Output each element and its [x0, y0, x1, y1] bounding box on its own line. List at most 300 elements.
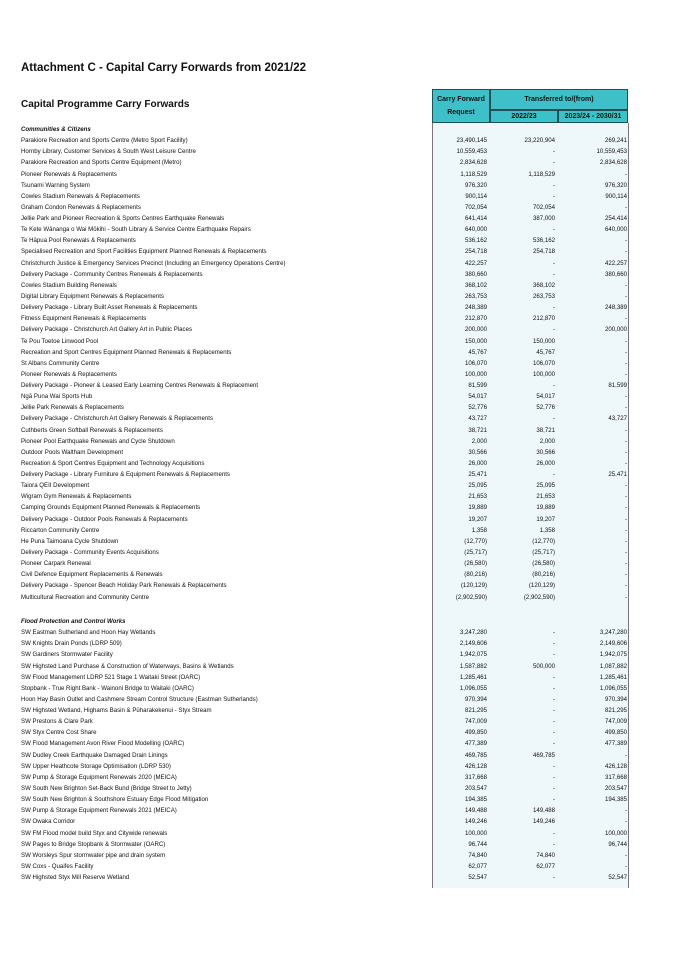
document-title: Attachment C - Capital Carry Forwards from 2021/22: [21, 62, 307, 74]
carry-forward-value: 747,009: [464, 718, 487, 726]
value-2022-23: -: [552, 415, 555, 423]
value-2022-23: 30,566: [536, 448, 555, 456]
table-row: [0, 270, 675, 281]
table-row: [0, 762, 675, 773]
carry-forward-value: 1,096,055: [459, 684, 487, 692]
project-name: Stopbank - True Right Bank - Wainoni Bridge to Waitaki (OARC): [21, 684, 194, 692]
value-2023-2031: 976,320: [604, 181, 627, 189]
project-name: SW Flood Management Avon River Flood Modelling (OARC): [21, 740, 185, 748]
project-name: Pioneer Renewals & Replacements: [21, 170, 117, 178]
year-2023-2031-label: 2023/24 - 2030/31: [564, 113, 622, 120]
carry-forward-value: 96,744: [468, 840, 487, 848]
value-2023-2031: 900,114: [605, 192, 627, 200]
project-name: Delivery Package - Christchurch Art Gallery Art in Public Places: [21, 326, 193, 334]
carry-forward-value: 976,320: [464, 181, 487, 189]
carry-forward-value: 149,488: [464, 807, 487, 815]
table-row: [0, 581, 675, 592]
value-2022-23: 263,753: [532, 292, 555, 300]
value-2022-23: -: [552, 718, 555, 726]
carry-forward-value: 203,547: [464, 784, 487, 792]
project-name: Wigram Gym Renewals & Replacements: [21, 493, 132, 501]
value-2022-23: (26,580): [532, 560, 555, 568]
table-row: [0, 203, 675, 214]
project-name: Pioneer Renewals & Replacements: [21, 370, 117, 378]
value-2023-2031: -: [624, 370, 627, 378]
project-name: Digital Library Equipment Renewals & Replacements: [21, 292, 164, 300]
value-2023-2031: -: [624, 448, 627, 456]
project-name: Delivery Package - Library Furniture & Equipment Renewals & Replacements: [21, 471, 230, 478]
carry-forward-value: 248,389: [464, 304, 487, 312]
value-2023-2031: 25,471: [608, 471, 627, 478]
value-2023-2031: -: [624, 248, 627, 256]
value-2022-23: 19,207: [536, 515, 555, 523]
carry-forward-value: 10,559,453: [456, 148, 487, 156]
carry-forward-value: 1,358: [471, 526, 487, 534]
section-label: Communities & Citizens: [21, 126, 91, 133]
value-2022-23: -: [552, 695, 555, 703]
value-2023-2031: 2,834,628: [599, 159, 627, 167]
project-name: Delivery Package - Community Centres Renewals & Replacements: [21, 270, 203, 278]
transferred-label: Transferred to/(from): [524, 96, 594, 103]
value-2023-2031: 499,850: [604, 729, 627, 737]
table-row: [0, 639, 675, 650]
project-name: SW Knights Drain Ponds (LDRP 509): [21, 640, 122, 648]
table-row: [0, 292, 675, 303]
value-2023-2031: -: [624, 504, 627, 512]
carry-forward-value: 100,000: [464, 829, 487, 837]
table-row: [0, 559, 675, 570]
table-row: [0, 448, 675, 459]
project-name: Hornby Library, Customer Services & South West Leisure Centre: [21, 148, 196, 156]
table-row: [0, 684, 675, 695]
value-2022-23: -: [552, 226, 555, 234]
value-2023-2031: -: [624, 359, 627, 367]
value-2023-2031: -: [624, 281, 627, 289]
project-name: Fitness Equipment Renewals & Replacements: [21, 315, 147, 323]
value-2023-2031: 200,000: [604, 326, 627, 334]
table-row: [0, 437, 675, 448]
carry-forward-value: 499,850: [464, 729, 487, 737]
value-2022-23: 702,054: [532, 203, 555, 211]
project-name: Delivery Package - Outdoor Pools Renewals & Replacements: [21, 515, 188, 523]
value-2022-23: 387,000: [532, 215, 555, 222]
project-name: Pioneer Carpark Renewal: [21, 560, 91, 568]
table-row: [0, 492, 675, 503]
table-row: [0, 470, 675, 481]
carry-forward-header: [432, 89, 490, 123]
project-name: SW Pump & Storage Equipment Renewals 2020 (MEICA): [21, 773, 177, 781]
value-2022-23: 106,070: [532, 359, 555, 367]
value-2022-23: 52,776: [536, 404, 555, 412]
project-name: SW South New Brighton Set-Back Bund (Bridge Street to Jetty): [21, 784, 192, 792]
value-2023-2031: -: [624, 437, 627, 445]
carry-forward-label: Carry Forward: [437, 96, 485, 103]
carry-forward-value: (26,580): [464, 560, 487, 568]
table-row: [0, 403, 675, 414]
carry-forward-value: 2,834,628: [459, 159, 487, 167]
table-row: [0, 214, 675, 225]
value-2022-23: -: [552, 773, 555, 781]
project-name: Cowles Stadium Building Renewals: [21, 281, 117, 289]
value-2023-2031: -: [624, 482, 627, 490]
project-name: Graham Condon Renewals & Replacements: [21, 203, 141, 211]
table-row: [0, 337, 675, 348]
table-row: [0, 392, 675, 403]
project-name: Specialised Recreation and Sport Facilities Equipment Planned Renewals & Replacements: [21, 248, 267, 256]
value-2023-2031: -: [624, 515, 627, 523]
value-2023-2031: 317,668: [604, 773, 627, 781]
carry-forward-value: 900,114: [465, 192, 487, 200]
table-row: [0, 706, 675, 717]
value-2022-23: -: [552, 304, 555, 312]
value-2022-23: 2,000: [539, 437, 555, 445]
project-name: Delivery Package - Community Events Acquisitions: [21, 548, 159, 556]
request-label: Request: [447, 109, 475, 116]
project-name: He Puna Taimoana Cycle Shutdown: [21, 537, 119, 545]
carry-forward-value: 254,718: [464, 248, 487, 256]
project-name: Jellie Park and Pioneer Recreation & Sports Centres Earthquake Renewals: [21, 215, 225, 222]
project-name: St Albans Community Centre: [21, 359, 100, 367]
carry-forward-value: 426,128: [464, 762, 487, 770]
value-2023-2031: 1,096,055: [599, 684, 627, 692]
table-row: [0, 426, 675, 437]
carry-forward-value: 21,653: [468, 493, 487, 501]
carry-forward-value: 100,000: [464, 370, 487, 378]
carry-forward-value: 469,785: [464, 751, 487, 759]
carry-forward-value: (120,129): [460, 582, 487, 590]
carry-forward-value: 3,247,280: [459, 629, 487, 637]
value-2022-23: 21,653: [536, 493, 555, 501]
table-row: [0, 348, 675, 359]
carry-forward-value: 970,394: [464, 695, 487, 703]
value-2022-23: 536,162: [532, 237, 555, 245]
table-row: [0, 225, 675, 236]
value-2022-23: 25,095: [536, 482, 555, 490]
project-name: Taiora QEII Development: [21, 482, 90, 490]
table-row: [0, 873, 675, 884]
carry-forward-value: 263,753: [464, 292, 487, 300]
table-row: [0, 303, 675, 314]
value-2023-2031: 81,599: [608, 382, 627, 389]
carry-forward-value: 25,095: [468, 482, 487, 490]
project-name: Recreation and Sport Centres Equipment Planned Renewals & Replacements: [21, 348, 232, 356]
table-row: [0, 773, 675, 784]
carry-forward-value: 477,389: [464, 740, 487, 748]
table-row: [0, 236, 675, 247]
table-row: [0, 751, 675, 762]
table-row: [0, 170, 675, 181]
value-2022-23: 368,102: [532, 281, 555, 289]
project-name: SW Owaka Corridor: [21, 818, 76, 826]
carry-forward-value: 317,668: [464, 773, 487, 781]
project-name: SW Pump & Storage Equipment Renewals 2021 (MEICA): [21, 807, 177, 815]
table-row: [0, 537, 675, 548]
table-row: [0, 840, 675, 851]
value-2022-23: -: [552, 148, 555, 156]
table-row: [0, 181, 675, 192]
value-2022-23: 54,017: [536, 393, 555, 401]
table-row: [0, 192, 675, 203]
value-2022-23: 45,767: [536, 348, 555, 356]
value-2023-2031: 1,087,882: [599, 662, 627, 670]
value-2023-2031: -: [624, 851, 627, 859]
value-2023-2031: 970,394: [604, 695, 627, 703]
value-2023-2031: -: [624, 337, 627, 345]
table-row: [0, 147, 675, 158]
project-name: Jellie Park Renewals & Replacements: [21, 404, 124, 412]
table-row: [0, 370, 675, 381]
value-2022-23: -: [552, 192, 555, 200]
value-2023-2031: -: [624, 526, 627, 534]
value-2023-2031: -: [624, 862, 627, 870]
carry-forward-value: (12,770): [464, 537, 487, 545]
project-name: Multicultural Recreation and Community Centre: [21, 593, 150, 601]
project-name: SW Eastman Sutherland and Hoon Hay Wetlands: [21, 629, 156, 637]
project-name: Civil Defence Equipment Replacements & Renewals: [21, 571, 163, 579]
value-2023-2031: -: [624, 560, 627, 568]
value-2022-23: -: [552, 382, 555, 389]
carry-forward-value: 422,257: [464, 259, 487, 267]
value-2022-23: (12,770): [532, 537, 555, 545]
value-2022-23: -: [552, 326, 555, 334]
value-2022-23: 212,870: [532, 315, 555, 323]
project-name: SW Pages to Bridge Stopbank & Stormwater (OARC): [21, 840, 166, 848]
value-2022-23: (25,717): [532, 548, 555, 556]
project-name: Delivery Package - Pioneer & Leased Early Learning Centres Renewals & Replacement: [21, 382, 259, 389]
value-2023-2031: 248,389: [604, 304, 627, 312]
project-name: Outdoor Pools Waltham Development: [21, 448, 124, 456]
table-row: [0, 662, 675, 673]
carry-forward-value: 150,000: [464, 337, 487, 345]
value-2023-2031: -: [624, 493, 627, 501]
value-2022-23: 500,000: [532, 662, 555, 670]
table-row: [0, 851, 675, 862]
carry-forward-value: 19,889: [468, 504, 487, 512]
value-2022-23: 74,840: [536, 851, 555, 859]
table-row: [0, 414, 675, 425]
carry-forward-value: 62,077: [468, 862, 487, 870]
carry-forward-value: 536,162: [464, 237, 487, 245]
carry-forward-value: 1,942,075: [459, 651, 487, 659]
value-2023-2031: 477,389: [604, 740, 627, 748]
project-name: Cowles Stadium Renewals & Replacements: [21, 192, 140, 200]
value-2022-23: (120,129): [528, 582, 555, 590]
value-2023-2031: -: [624, 170, 627, 178]
value-2023-2031: 422,257: [604, 259, 627, 267]
carry-forward-value: 2,000: [471, 437, 487, 445]
value-2022-23: 1,118,529: [528, 170, 555, 178]
project-name: Camping Grounds Equipment Planned Renewals & Replacements: [21, 504, 201, 512]
carry-forward-value: 45,767: [468, 348, 487, 356]
table-row: [0, 784, 675, 795]
value-2022-23: -: [552, 640, 555, 648]
section-label: Flood Protection and Control Works: [21, 618, 126, 625]
value-2022-23: -: [552, 159, 555, 167]
value-2022-23: (2,902,590): [523, 593, 555, 601]
project-name: Cuthberts Green Softball Renewals & Replacements: [21, 426, 163, 434]
value-2022-23: -: [552, 707, 555, 714]
table-row: [0, 862, 675, 873]
carry-forward-value: 641,414: [464, 215, 487, 222]
project-name: Recreation & Sport Centres Equipment and Technology Acquisitions: [21, 459, 205, 467]
carry-forward-value: 1,285,461: [459, 673, 487, 681]
carry-forward-value: 640,000: [464, 226, 487, 234]
table-row: [0, 314, 675, 325]
value-2023-2031: 426,128: [604, 762, 627, 770]
value-2023-2031: 96,744: [608, 840, 627, 848]
year-2022-label: 2022/23: [511, 113, 537, 120]
value-2022-23: 19,889: [536, 504, 555, 512]
value-2023-2031: -: [624, 571, 627, 579]
table-row: [0, 795, 675, 806]
section-heading: [0, 617, 675, 628]
table-row: [0, 459, 675, 470]
project-name: Te Pou Toetoe Linwood Pool: [21, 337, 99, 345]
table-row: [0, 158, 675, 169]
value-2023-2031: 1,285,461: [599, 673, 627, 681]
value-2023-2031: 194,385: [604, 796, 627, 804]
value-2023-2031: 52,547: [608, 874, 627, 881]
project-name: SW Prestons & Clare Park: [21, 718, 93, 726]
project-name: Christchurch Justice & Emergency Services Precinct (Including an Emergency Operations Centre): [21, 259, 286, 267]
carry-forward-value: 149,246: [464, 818, 487, 826]
project-name: SW Gardiners Stormwater Facility: [21, 651, 113, 659]
project-name: Te Hāpua Pool Renewals & Replacements: [21, 237, 136, 245]
value-2022-23: -: [552, 729, 555, 737]
carry-forward-value: 52,547: [468, 874, 487, 881]
carry-forward-value: 43,727: [468, 415, 487, 423]
value-2022-23: -: [552, 740, 555, 748]
value-2022-23: -: [552, 259, 555, 267]
year-2023-2031-header: [558, 110, 628, 123]
value-2022-23: 469,785: [532, 751, 555, 759]
carry-forward-value: 23,490,145: [456, 137, 487, 145]
table-row: [0, 673, 675, 684]
project-name: Delivery Package - Library Built Asset Renewals & Replacements: [21, 304, 198, 312]
project-name: Tsunami Warning System: [21, 181, 90, 189]
table-row: [0, 628, 675, 639]
value-2022-23: 23,220,904: [524, 137, 555, 145]
project-name: Delivery Package - Christchurch Art Gallery Renewals & Replacements: [21, 415, 214, 423]
project-name: SW Flood Management LDRP 521 Stage 1 Waitaki Street (OARC): [21, 673, 201, 681]
table-row: [0, 515, 675, 526]
carry-forward-value: 1,118,529: [460, 170, 487, 178]
carry-forward-value: 194,385: [464, 796, 487, 804]
project-name: SW Coxs - Quaifes Facility: [21, 862, 94, 870]
value-2023-2031: -: [624, 315, 627, 323]
value-2022-23: 149,246: [532, 818, 555, 826]
value-2022-23: 100,000: [532, 370, 555, 378]
value-2022-23: -: [552, 629, 555, 637]
carry-forward-value: 1,587,882: [459, 662, 487, 670]
value-2023-2031: -: [624, 582, 627, 590]
table-row: [0, 526, 675, 537]
value-2023-2031: 43,727: [608, 415, 627, 423]
project-name: Ngā Puna Wai Sports Hub: [21, 393, 93, 401]
value-2023-2031: -: [624, 404, 627, 412]
table-row: [0, 650, 675, 661]
table-row: [0, 259, 675, 270]
transferred-header: [490, 89, 628, 110]
project-name: Delivery Package - Spencer Beach Holiday Park Renewals & Replacements: [21, 582, 227, 590]
table-row: [0, 593, 675, 604]
value-2022-23: (80,216): [532, 571, 555, 579]
value-2022-23: -: [552, 874, 555, 881]
value-2023-2031: -: [624, 393, 627, 401]
value-2022-23: -: [552, 471, 555, 478]
value-2023-2031: -: [624, 751, 627, 759]
value-2022-23: 1,358: [539, 526, 555, 534]
project-name: SW Highsted Land Purchase & Construction of Waterways, Basins & Wetlands: [21, 662, 234, 670]
project-name: SW Highsted Styx Mill Reserve Wetland: [21, 874, 130, 881]
value-2023-2031: 2,149,606: [599, 640, 627, 648]
carry-forward-value: 19,207: [468, 515, 487, 523]
value-2023-2031: 747,009: [604, 718, 627, 726]
carry-forward-value: 25,471: [468, 471, 487, 478]
carry-forward-value: 212,870: [464, 315, 487, 323]
table-title: Capital Programme Carry Forwards: [21, 99, 190, 110]
value-2023-2031: 640,000: [604, 226, 627, 234]
carry-forward-value: 702,054: [464, 203, 487, 211]
project-name: SW Upper Heathcote Storage Optimisation (LDRP 530): [21, 762, 171, 770]
value-2022-23: -: [552, 181, 555, 189]
value-2022-23: 38,721: [536, 426, 555, 434]
carry-forward-value: (25,717): [464, 548, 487, 556]
carry-forward-value: 81,599: [468, 382, 487, 389]
carry-forward-value: 106,070: [464, 359, 487, 367]
value-2023-2031: -: [624, 203, 627, 211]
project-name: Parakiore Recreation and Sports Centre Equipment (Metro): [21, 159, 182, 167]
table-row: [0, 481, 675, 492]
value-2023-2031: 1,942,075: [599, 651, 627, 659]
project-name: SW FM Flood model build Styx and Citywide renewals: [21, 829, 168, 837]
value-2023-2031: -: [624, 237, 627, 245]
table-row: [0, 829, 675, 840]
table-row: [0, 247, 675, 258]
carry-forward-value: 30,566: [468, 448, 487, 456]
value-2023-2031: -: [624, 426, 627, 434]
table-row: [0, 817, 675, 828]
value-2022-23: -: [552, 270, 555, 278]
value-2022-23: -: [552, 784, 555, 792]
value-2022-23: 254,718: [532, 248, 555, 256]
carry-forward-value: 380,660: [464, 270, 487, 278]
value-2022-23: -: [552, 651, 555, 659]
project-name: SW Styx Centre Cost Share: [21, 729, 97, 737]
value-2023-2031: 269,241: [604, 137, 627, 145]
carry-forward-value: 821,295: [464, 707, 487, 714]
carry-forward-value: 2,149,606: [459, 640, 487, 648]
value-2023-2031: -: [624, 348, 627, 356]
carry-forward-value: 54,017: [468, 393, 487, 401]
value-2022-23: 26,000: [536, 459, 555, 467]
carry-forward-value: 52,776: [468, 404, 487, 412]
carry-forward-value: (2,902,590): [455, 593, 487, 601]
project-name: Hoon Hay Basin Outlet and Cashmere Stream Control Structure (Eastman Sutherlands): [21, 695, 258, 703]
table-row: [0, 548, 675, 559]
value-2023-2031: 100,000: [604, 829, 627, 837]
value-2022-23: 149,488: [532, 807, 555, 815]
value-2023-2031: -: [624, 537, 627, 545]
value-2022-23: -: [552, 684, 555, 692]
project-name: SW Worsleys Spur stormwater pipe and drain system: [21, 851, 166, 859]
carry-forward-value: 74,840: [468, 851, 487, 859]
value-2022-23: 62,077: [536, 862, 555, 870]
value-2023-2031: -: [624, 548, 627, 556]
table-row: [0, 739, 675, 750]
value-2022-23: -: [552, 673, 555, 681]
value-2023-2031: 380,660: [604, 270, 627, 278]
